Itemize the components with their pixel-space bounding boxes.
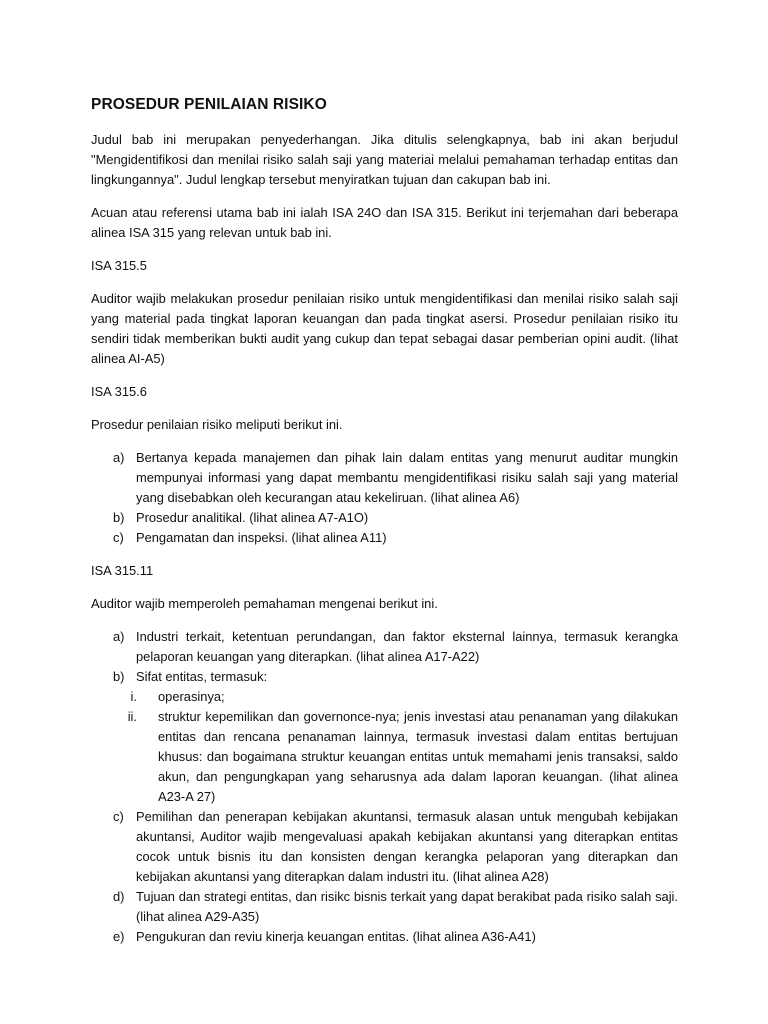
- list-marker: a): [113, 450, 125, 465]
- isa-315-5-heading: ISA 315.5: [91, 258, 147, 273]
- list-item-text: Bertanya kepada manajemen dan pihak lain dalam entitas yang menurut auditar mungkin mempunyai informasi yang dapat membantu mengidentifikasi risiku salah saji yang material yang disebabkan oleh kecurangan atau kekeliruan. (lihat alinea A6): [136, 450, 678, 505]
- nested-item-text: operasinya;: [158, 689, 225, 704]
- list-item-text: Tujuan dan strategi entitas, dan risikc bisnis terkait yang dapat berakibat pada risiko salah saji. (lihat alinea A29-A35): [136, 889, 678, 924]
- list-item: [91, 508, 678, 528]
- reference-paragraph: Acuan atau referensi utama bab ini ialah ISA 24O dan ISA 315. Berikut ini terjemahan dari beberapa alinea ISA 315 yang relevan untuk bab ini.: [91, 205, 678, 240]
- risk-procedure-list: [91, 448, 678, 548]
- isa-315-6-intro: Prosedur penilaian risiko meliputi berikut ini.: [91, 417, 343, 432]
- isa-315-5-paragraph: Auditor wajib melakukan prosedur penilaian risiko untuk mengidentifikasi dan menilai risiko salah saji yang material pada tingkat laporan keuangan dan pada tingkat asersi. Prosedur penilaian risiko itu sendiri tidak memberikan bukti audit yang cukup dan tepat sebagai dasar pemberian opini audit. (lihat alinea AI-A5): [91, 291, 678, 366]
- document-title: PROSEDUR PENILAIAN RISIKO: [91, 96, 327, 113]
- list-item: [91, 528, 678, 548]
- list-item: [91, 667, 678, 687]
- list-marker: d): [113, 889, 125, 904]
- list-marker: b): [113, 669, 125, 684]
- nested-list-item: [91, 707, 678, 807]
- list-item: [91, 807, 678, 887]
- list-item: [91, 627, 678, 667]
- nested-list-item: [91, 687, 678, 707]
- list-item-text: Prosedur analitikal. (lihat alinea A7-A1O): [136, 510, 369, 525]
- list-item-text: Pengamatan dan inspeksi. (lihat alinea A11): [136, 530, 387, 545]
- list-item: [91, 927, 678, 947]
- isa-315-6-heading: ISA 315.6: [91, 384, 147, 399]
- list-marker: e): [113, 929, 125, 944]
- list-item-text: Pemilihan dan penerapan kebijakan akuntansi, termasuk alasan untuk mengubah kebijakan akuntansi, Auditor wajib mengevaluasi apakah kebijakan akuntansi yang diterapkan entitas cocok untuk bisnis itu dan konsisten dengan kerangka pelaporan yang diterapkan dan kebijakan akuntansi yang diterapkan dalam industri itu. (lihat alinea A28): [136, 809, 678, 884]
- list-marker: b): [113, 510, 125, 525]
- list-item: [91, 448, 678, 508]
- list-marker: c): [113, 809, 124, 824]
- list-item-text: Sifat entitas, termasuk:: [136, 669, 268, 684]
- isa-315-11-intro: Auditor wajib memperoleh pemahaman mengenai berikut ini.: [91, 596, 438, 611]
- understanding-list: [91, 627, 678, 947]
- list-item: [91, 887, 678, 927]
- nested-item-text: struktur kepemilikan dan governonce-nya; jenis investasi atau penanaman yang dilakukan entitas dan rencana penanaman lainnya, termasuk investasi dalam entitas bertujuan khusus: dan bogaimana struktur keuangan entitas untuk memahami jenis transaksi, saldo akun, dan pengungkapan yang seharusnya ada dalam laporan keuangan. (lihat alinea A23-A 27): [158, 709, 678, 804]
- list-item-text: Pengukuran dan reviu kinerja keuangan entitas. (lihat alinea A36-A41): [136, 929, 536, 944]
- roman-marker: i.: [130, 689, 137, 704]
- list-marker: a): [113, 629, 125, 644]
- nested-list: [91, 687, 678, 807]
- roman-marker: ii.: [127, 709, 137, 724]
- isa-315-11-heading: ISA 315.11: [91, 563, 154, 578]
- list-item-text: Industri terkait, ketentuan perundangan, dan faktor eksternal lainnya, termasuk kerangka pelaporan keuangan yang diterapkan. (lihat alinea A17-A22): [136, 629, 678, 664]
- document-page: [91, 96, 678, 960]
- list-marker: c): [113, 530, 124, 545]
- intro-paragraph: Judul bab ini merupakan penyederhangan. Jika ditulis selengkapnya, bab ini akan berjudul "Mengidentifikosi dan menilai risiko salah saji yang materiai melalui pemahaman terhadap entitas dan lingkungannya". Judul lengkap tersebut menyiratkan tujuan dan cakupan bab ini.: [91, 132, 678, 187]
